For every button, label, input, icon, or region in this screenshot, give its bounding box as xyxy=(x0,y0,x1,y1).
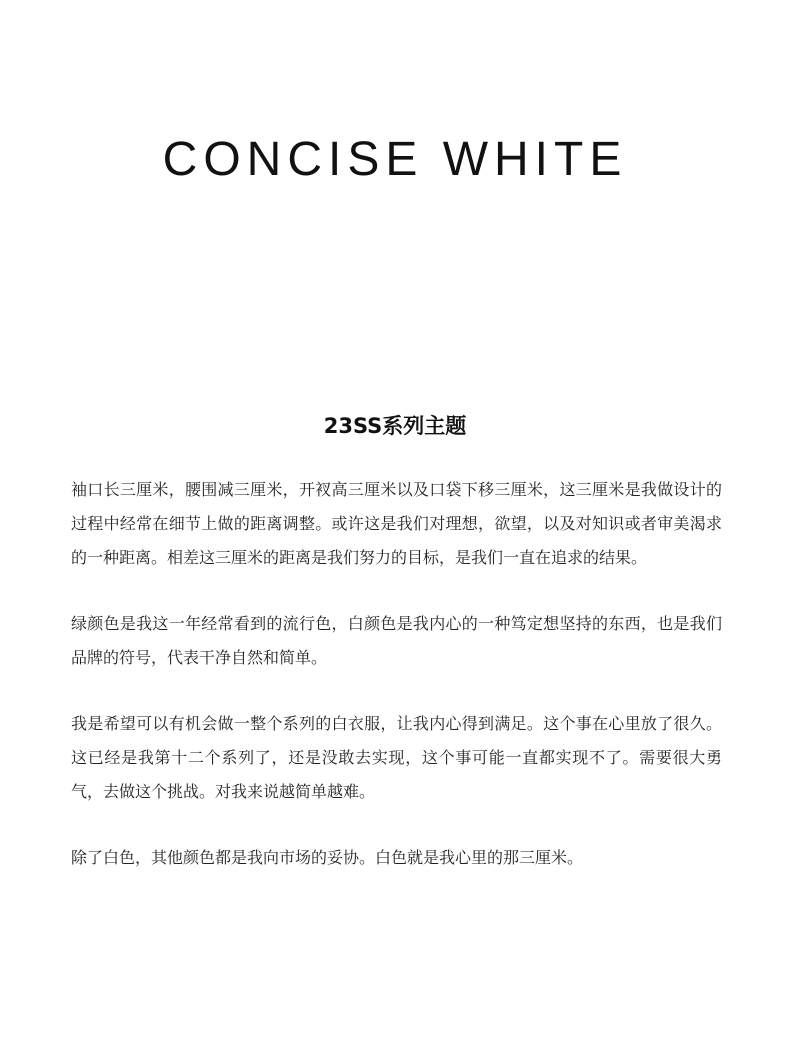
article-body xyxy=(71,473,722,907)
section-title: 23SS系列主题 xyxy=(323,414,467,438)
brand-title: CONCISE WHITE xyxy=(162,133,628,186)
paragraph-colors: 绿颜色是我这一年经常看到的流行色，白颜色是我内心的一种笃定想坚持的东西，也是我们品牌的符号，代表干净自然和简单。 xyxy=(71,614,722,667)
paragraph-white-collection: 我是希望可以有机会做一整个系列的白衣服，让我内心得到满足。这个事在心里放了很久。这已经是我第十二个系列了，还是没敢去实现，这个事可能一直都实现不了。需要很大勇气，去做这个挑战。对我来说越简单越难。 xyxy=(71,714,722,801)
paragraph-measurements: 袖口长三厘米，腰围减三厘米，开衩高三厘米以及口袋下移三厘米，这三厘米是我做设计的过程中经常在细节上做的距离调整。或许这是我们对理想，欲望，以及对知识或者审美渴求的一种距离。相差这三厘米的距离是我们努力的目标，是我们一直在追求的结果。 xyxy=(71,480,722,567)
paragraph-conclusion: 除了白色，其他颜色都是我向市场的妥协。白色就是我心里的那三厘米。 xyxy=(71,848,584,867)
